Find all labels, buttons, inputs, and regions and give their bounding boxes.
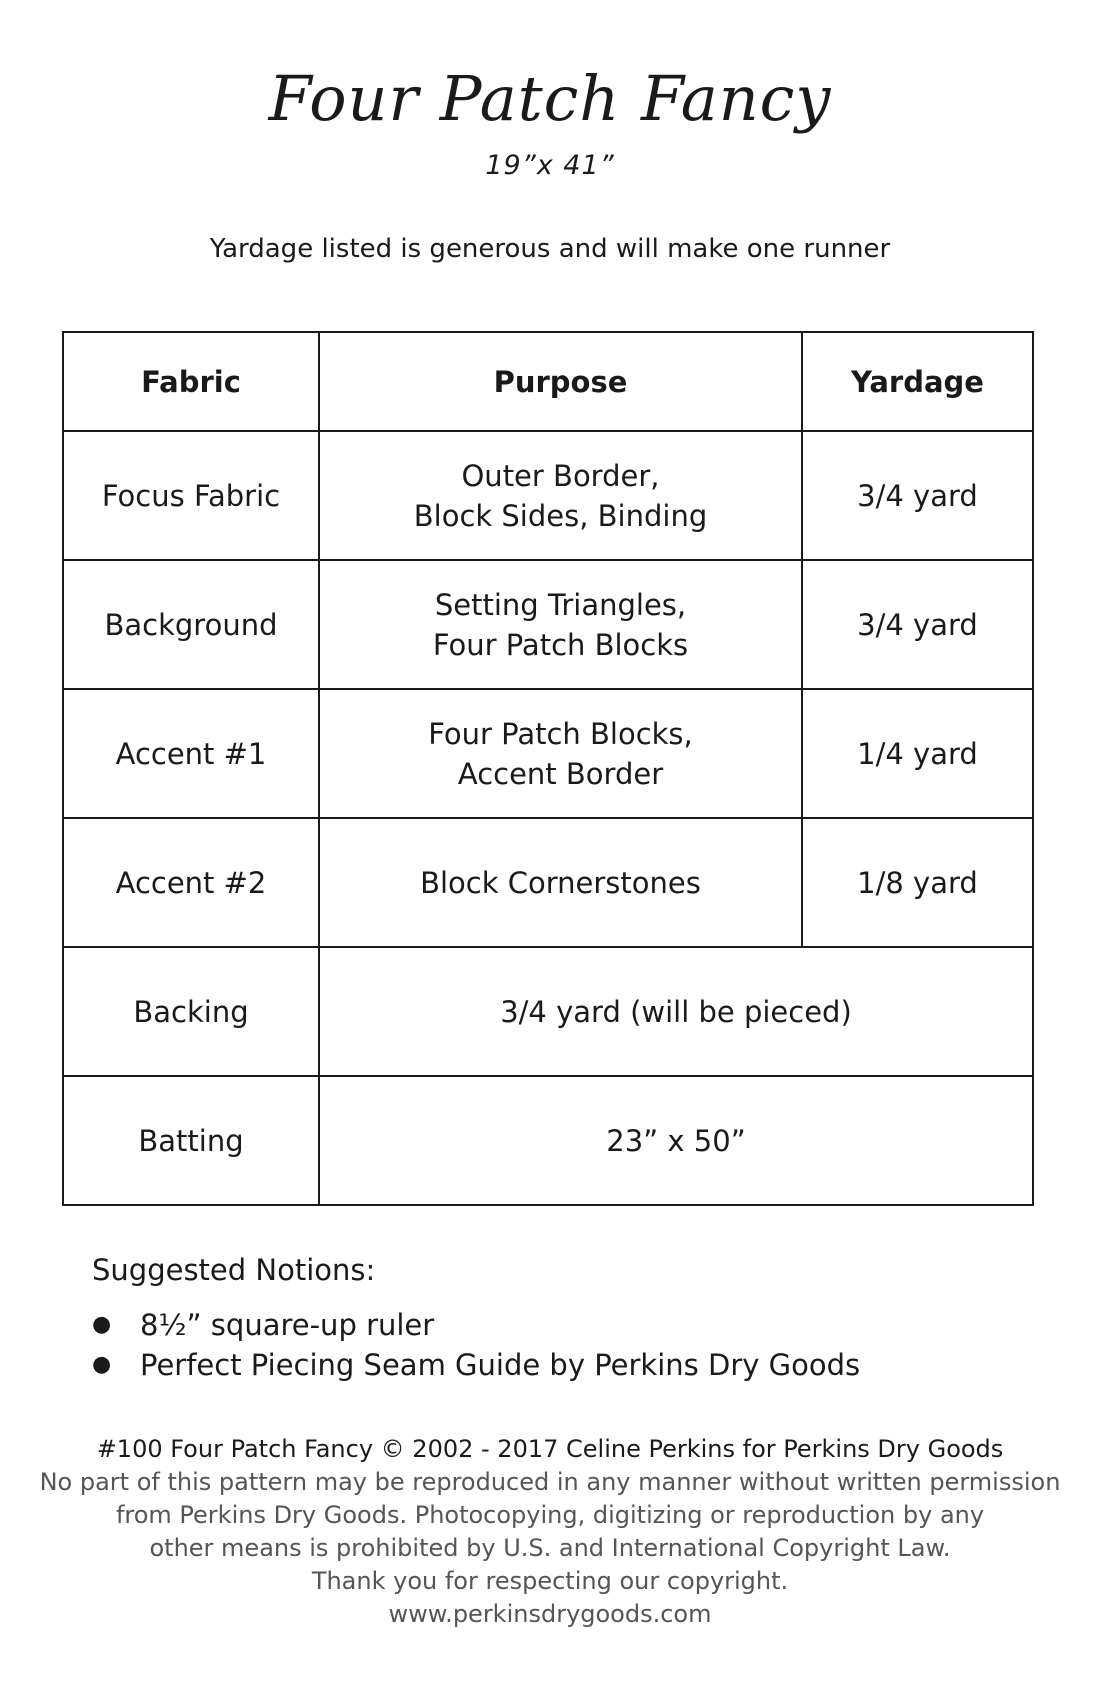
fabric-cell: Batting (63, 1076, 319, 1205)
purpose-line: Block Sides, Binding (413, 498, 708, 533)
yardage-cell: 1/4 yard (802, 689, 1033, 818)
purpose-cell (319, 431, 802, 560)
yardage-cell: 3/4 yard (802, 560, 1033, 689)
fabric-cell: Backing (63, 947, 319, 1076)
table-row (63, 689, 1033, 818)
purpose-cell: Block Cornerstones (319, 818, 802, 947)
fabric-cell: Accent #2 (63, 818, 319, 947)
legal-line: other means is prohibited by U.S. and International Copyright Law. (149, 1534, 951, 1562)
table-row (63, 947, 1033, 1076)
bullet-icon: ● (92, 1312, 112, 1337)
table-row (63, 818, 1033, 947)
purpose-line: Outer Border, (461, 458, 660, 493)
fabric-cell: Accent #1 (63, 689, 319, 818)
notions-list (92, 1305, 860, 1385)
header-yardage: Yardage (802, 332, 1033, 431)
yardage-cell: 1/8 yard (802, 818, 1033, 947)
table-row (63, 431, 1033, 560)
notion-text: Perfect Piecing Seam Guide by Perkins Dry Goods (140, 1348, 861, 1382)
table-row (63, 560, 1033, 689)
finished-size: 19”x 41” (485, 150, 615, 181)
fabric-cell: Focus Fabric (63, 431, 319, 560)
bullet-icon: ● (92, 1352, 112, 1377)
merged-value-cell: 3/4 yard (will be pieced) (319, 947, 1033, 1076)
list-item (92, 1305, 860, 1345)
notions-heading: Suggested Notions: (92, 1253, 376, 1287)
fabric-requirements-table (62, 331, 1034, 1206)
thanks-line: Thank you for respecting our copyright. (311, 1567, 789, 1595)
merged-value-cell: 23” x 50” (319, 1076, 1033, 1205)
website-link[interactable]: www.perkinsdrygoods.com (388, 1600, 712, 1628)
purpose-line: Accent Border (457, 756, 664, 791)
notion-text: 8½” square-up ruler (140, 1308, 435, 1342)
legal-line: No part of this pattern may be reproduced in any manner without written permission (39, 1468, 1061, 1496)
fabric-cell: Background (63, 560, 319, 689)
purpose-line: Four Patch Blocks, (428, 716, 693, 751)
table-header-row (63, 332, 1033, 431)
purpose-line: Setting Triangles, (434, 587, 687, 622)
purpose-line: Four Patch Blocks (432, 627, 689, 662)
copyright-line: #100 Four Patch Fancy © 2002 - 2017 Celine Perkins for Perkins Dry Goods (96, 1435, 1004, 1463)
list-item (92, 1345, 860, 1385)
pattern-title: Four Patch Fancy (268, 62, 832, 135)
purpose-cell (319, 560, 802, 689)
footer (0, 1433, 1100, 1631)
purpose-cell (319, 689, 802, 818)
header-purpose: Purpose (319, 332, 802, 431)
yardage-note: Yardage listed is generous and will make one runner (209, 234, 891, 264)
yardage-cell: 3/4 yard (802, 431, 1033, 560)
table-row (63, 1076, 1033, 1205)
header-fabric: Fabric (63, 332, 319, 431)
legal-line: from Perkins Dry Goods. Photocopying, digitizing or reproduction by any (115, 1501, 985, 1529)
